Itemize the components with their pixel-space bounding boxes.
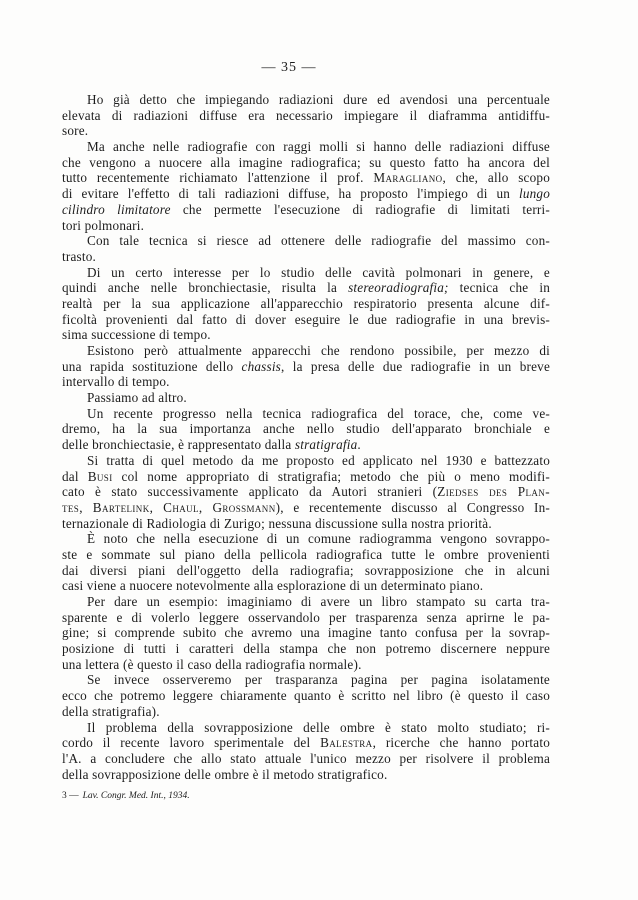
text-line: ficoltà provenienti dal fatto di dover eseguire le due radiografie in una brevis- [62,311,550,327]
author-name: Ziedses des Plan- [437,484,550,500]
text-line: l'A. a concludere che allo stato attuale l'unico mezzo per risolvere il problema [62,750,550,766]
paragraph [62,672,550,719]
text-line: Il problema della sovrapposizione delle ombre è stato molto studiato; ri- [87,719,550,735]
text-line: gine; si comprende subito che avremo una imagine tanto confusa per la sovrap- [62,625,550,641]
text-line: Esistono però attualmente apparecchi che rendono possibile, per mezzo di [87,343,550,358]
text-run: una rapida sostituzione dello [62,358,242,374]
body-text [62,92,550,782]
text-line [62,359,550,375]
text-line [62,735,550,751]
page-number: — 35 — [261,60,317,75]
text-line: Ho già detto che impiegando radiazioni dure ed avendosi una percentuale [87,92,550,107]
text-run: col nome appropriato di stratigrafia; metodo che più o meno modifi- [112,468,550,484]
text-line: sore. [62,123,89,139]
text-line: Per dare un esempio: imaginiamo di avere un libro stampato su carta tra- [87,594,550,609]
text-line [62,186,550,202]
text-line: casi viene a nuocere notevolmente alla esplorazione di un determinato piano. [62,578,484,594]
text-line: ecco che potremo leggere chiaramente quanto è scritto nel libro (è questo il caso [62,688,550,704]
text-line: tori polmonari. [62,217,145,233]
italic-term: stereoradiografia; [348,280,449,296]
text-run: , la presa delle due radiografie in un breve [281,358,550,374]
paragraph [62,594,550,672]
footnote-sheet-number: 3 — [62,791,79,801]
text-line: realtà per la sua applicazione all'apparecchio respiratorio presenta alcune dif- [62,295,550,311]
text-line [62,469,550,485]
text-line: Ma anche nelle radiografie con raggi molli si hanno delle radiazioni diffuse [87,139,550,155]
text-line: Passiamo ad altro. [87,390,187,406]
text-line: dai diversi piani dell'oggetto della radiografia; sovrapposizione che in alcuni [62,562,550,578]
text-line: Con tale tecnica si riesce ad ottenere delle radiografie del massimo con- [87,233,550,249]
text-line: Se invece osserveremo per trasparanza pagina per pagina isolatamente [87,672,550,688]
text-run: che permette l'esecuzione di radiografie di limitati terri- [170,201,550,217]
paragraph [62,720,550,783]
text-run: cato è stato successivamente applicato da Autori stranieri ( [62,484,438,500]
text-run: ), e recentemente discusso al Congresso In- [275,499,550,515]
paragraph [62,139,550,233]
author-name: tes, Bartelink, Chaul, Grossmann [62,499,276,515]
text-run: tutto recentemente richiamato l'attenzione il prof. [62,170,374,186]
text-line [62,500,550,516]
text-run: . [357,437,361,453]
italic-term: chassis [241,358,282,374]
text-line: sima successione di tempo. [62,327,211,343]
text-line [62,437,550,453]
paragraph [62,531,550,594]
paragraph [62,453,550,531]
text-run: dal [62,468,88,484]
paragraph [62,92,550,139]
paragraph [62,233,550,264]
text-line: Di un certo interesse per lo studio delle cavità polmonari in genere, e [87,264,550,280]
text-run: delle bronchiectasie, è rappresentato dalla [62,437,295,453]
text-run: cordo il recente lavoro sperimentale del [62,735,321,751]
text-line: È noto che nella esecuzione di un comune radiogramma vengono sovrappo- [87,531,550,547]
text-line: dremo, ha la sua importanza anche nello studio dell'apparato bronchiale e [62,421,550,437]
text-run: tecnica che in [448,280,550,296]
text-line: trasto. [62,248,96,264]
paragraph [62,406,550,453]
text-line: intervallo di tempo. [62,374,170,390]
footnote-citation: Lav. Congr. Med. Int., 1934. [82,791,190,801]
text-line [62,170,550,186]
text-run: , che, allo scopo [442,170,550,186]
text-line [62,202,550,218]
author-name: Balestra [320,735,373,751]
text-line: sparente e di volerlo leggere osservandolo per trasparenza senza aprirne le pa- [62,609,550,625]
text-line: una lettera (è questo il caso della radiografia normale). [62,656,362,672]
text-line [62,280,550,296]
italic-term: cilindro limitatore [62,201,171,217]
text-run: quindi anche nelle bronchiectasie, risulta la [62,280,349,296]
paragraph [62,390,550,406]
author-name: Busi [87,468,113,484]
text-line [62,484,550,500]
text-line: della stratigrafia). [62,703,160,719]
text-line: della sovrapposizione delle ombre è il metodo stratigrafico. [62,766,388,782]
signature-footnote [62,790,190,802]
text-run: di evitare l'effetto di tali radiazioni diffuse, ha proposto l'impiego di un [62,186,519,202]
text-line: elevata di radiazioni diffuse era necessario impiegare il diaframma antidiffu- [62,107,550,123]
paragraph [62,343,550,390]
italic-term: lungo [518,186,550,202]
paragraph [62,265,550,343]
italic-term: stratigrafia [294,437,358,453]
text-line: posizione di tutti i caratteri della stampa che non potremo discernere neppure [62,641,550,657]
text-line: ste e sommate sul piano della pellicola radiografica tutte le ombre provenienti [62,546,550,562]
text-run: , ricerche che hanno portato [372,735,550,751]
text-line: Un recente progresso nella tecnica radiografica del torace, che, come ve- [87,405,550,421]
text-line: che vengono a nuocere alla imagine radiografica; su questo fatto ha ancora del [62,154,550,170]
author-name: Maragliano [373,170,443,186]
text-line: ternazionale di Radiologia di Zurigo; nessuna discussione sulla nostra priorità. [62,515,492,531]
text-line: Si tratta di quel metodo da me proposto ed applicato nel 1930 e battezzato [87,452,550,468]
